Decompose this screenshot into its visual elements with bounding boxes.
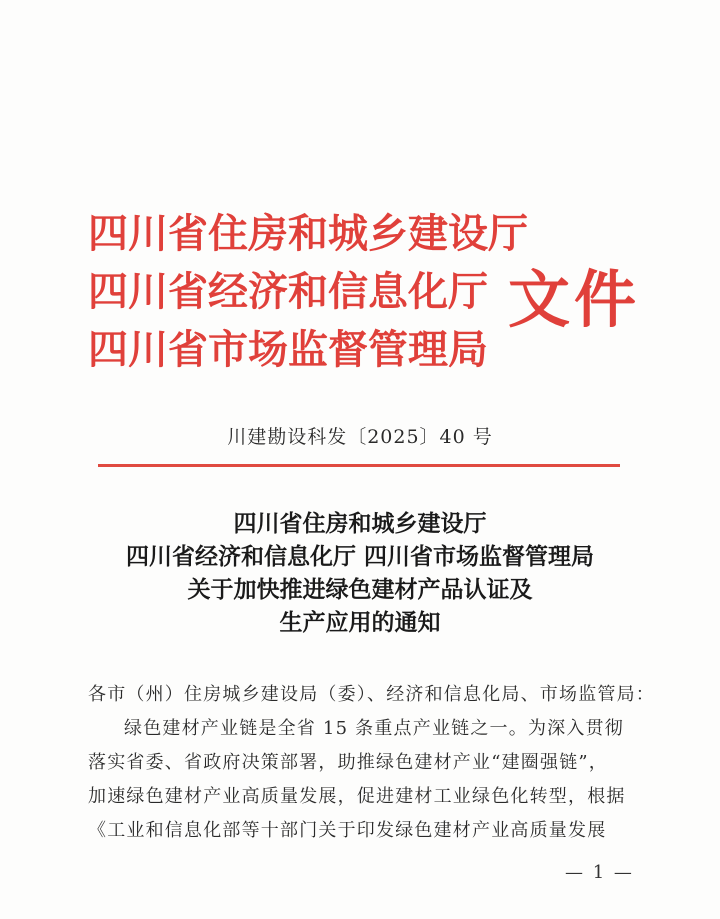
page-number: — 1 — [565, 862, 634, 883]
title-line: 四川省经济和信息化厅 四川省市场监督管理局 [125, 544, 594, 570]
red-divider [98, 464, 620, 467]
document-body [88, 678, 655, 848]
agency-market: 四川省市场监督管理局 [88, 326, 488, 373]
agency-housing: 四川省住房和城乡建设厅 [88, 210, 528, 257]
paragraph-line: 加速绿色建材产业高质量发展，促进建材工业绿色化转型，根据 [88, 786, 626, 807]
paragraph-line: 绿色建材产业链是全省 15 条重点产业链之一。为深入贯彻 [124, 718, 624, 739]
document-label: 文件 [508, 263, 641, 336]
paragraph-line: 《工业和信息化部等十部门关于印发绿色建材产业高质量发展 [88, 820, 607, 841]
title-line: 生产应用的通知 [279, 610, 441, 636]
issuing-agencies [88, 205, 528, 379]
document-number: 川建勘设科发〔2025〕40 号 [227, 426, 493, 448]
agency-economy: 四川省经济和信息化厅 [88, 268, 488, 315]
title-line: 关于加快推进绿色建材产品认证及 [187, 577, 533, 603]
title-line: 四川省住房和城乡建设厅 [233, 511, 487, 537]
document-title [0, 508, 720, 640]
paragraph-line: 落实省委、省政府决策部署，助推绿色建材产业“建圈强链”， [88, 752, 609, 773]
salutation: 各市（州）住房城乡建设局（委）、经济和信息化局、市场监管局： [88, 684, 655, 705]
